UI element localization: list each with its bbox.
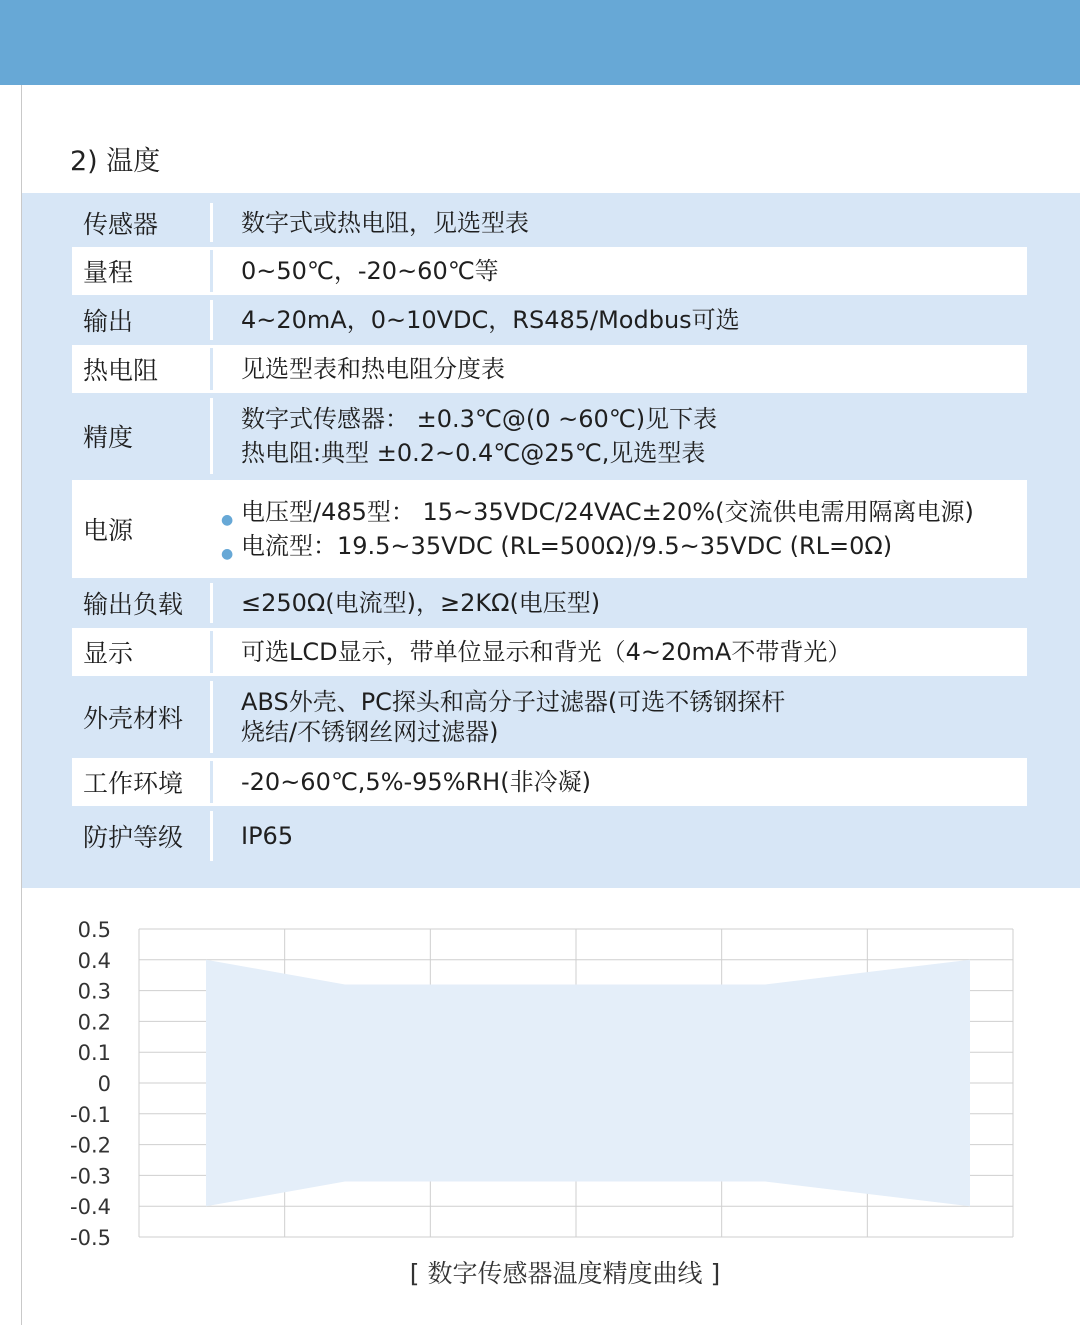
bullet-text: 电压型/485型： 15~35VDC/24VAC±20%(交流供电需用隔离电源) [241, 498, 974, 526]
spec-label: 外壳材料 [83, 704, 184, 733]
spec-value: -20~60℃,5%-95%RH(非冷凝) [241, 768, 591, 796]
spec-label: 输出负载 [83, 590, 184, 619]
spec-value-line: 烧结/不锈钢丝网过滤器) [241, 718, 499, 746]
y-tick-label: -0.3 [70, 1164, 111, 1189]
spec-value: IP65 [241, 822, 294, 850]
chart-caption: [ 数字传感器温度精度曲线 ] [409, 1259, 721, 1288]
chart-area [206, 960, 970, 1206]
y-tick-label: 0.5 [77, 918, 111, 942]
row-divider [210, 681, 213, 753]
spec-value: 数字式或热电阻，见选型表 [241, 208, 529, 237]
spec-label: 热电阻 [83, 356, 159, 385]
y-tick-label: 0.3 [77, 979, 111, 1004]
y-tick-label: -0.2 [70, 1133, 111, 1158]
row-divider [210, 761, 213, 803]
y-tick-label: 0.2 [77, 1010, 111, 1035]
spec-value-line: ABS外壳、PC探头和高分子过滤器(可选不锈钢探杆 [241, 688, 786, 716]
spec-value: 可选LCD显示，带单位显示和背光（4~20mA不带背光） [241, 638, 852, 666]
bullet-text: 电流型：19.5~35VDC (RL=500Ω)/9.5~35VDC (RL=0Ω) [241, 532, 893, 560]
spec-value: ≤250Ω(电流型)，≥2KΩ(电压型) [241, 589, 601, 617]
spec-value-line: 数字式传感器： ±0.3℃@(0 ~60℃)见下表 [241, 405, 718, 433]
spec-label: 工作环境 [83, 769, 184, 798]
spec-value [241, 678, 785, 756]
row-divider [210, 583, 213, 623]
spec-row-sensor [72, 200, 1027, 245]
spec-row-output [72, 297, 1027, 343]
chart-y-ticks [70, 918, 111, 1250]
spec-value [221, 480, 974, 578]
row-divider [210, 348, 213, 390]
spec-value: 0~50℃，-20~60℃等 [241, 257, 499, 285]
header-bar [0, 0, 1080, 85]
row-divider [210, 811, 213, 861]
spec-value [241, 395, 717, 477]
spec-value: 见选型表和热电阻分度表 [241, 355, 505, 383]
spec-value: 4~20mA，0~10VDC，RS485/Modbus可选 [241, 306, 740, 334]
spec-row-display [72, 628, 1027, 676]
spec-value-line: 热电阻:典型 ±0.2~0.4℃@25℃,见选型表 [241, 439, 706, 467]
spec-value-line [221, 495, 974, 529]
accuracy-band [206, 960, 970, 1206]
y-tick-label: 0 [97, 1072, 111, 1096]
spec-row-protection [72, 808, 1027, 864]
spec-row-environment [72, 758, 1027, 806]
spec-row-accuracy [72, 395, 1027, 477]
accuracy-chart [0, 900, 1080, 1300]
spec-row-range [72, 247, 1027, 295]
spec-label: 电源 [83, 516, 134, 545]
spec-row-power [72, 480, 1027, 578]
section-title: 2) 温度 [70, 146, 161, 177]
y-tick-label: 0.1 [77, 1041, 111, 1066]
spec-row-load [72, 580, 1027, 626]
y-tick-label: -0.5 [70, 1226, 111, 1250]
row-divider [210, 631, 213, 673]
y-tick-label: -0.1 [70, 1102, 111, 1127]
row-divider [210, 203, 213, 242]
spec-value-line [221, 529, 974, 563]
spec-label: 显示 [83, 639, 134, 668]
row-divider [210, 250, 213, 292]
row-divider [210, 398, 213, 474]
spec-label: 精度 [83, 423, 134, 452]
spec-row-rtd [72, 345, 1027, 393]
y-tick-label: -0.4 [70, 1195, 111, 1220]
spec-label: 输出 [83, 307, 134, 336]
row-divider [210, 300, 213, 340]
spec-row-housing [72, 678, 1027, 756]
spec-label: 防护等级 [83, 823, 184, 852]
spec-label: 传感器 [83, 209, 159, 239]
bullet-icon: ● [221, 546, 234, 562]
y-tick-label: 0.4 [77, 948, 111, 973]
spec-label: 量程 [83, 258, 134, 287]
bullet-icon: ● [221, 512, 234, 528]
